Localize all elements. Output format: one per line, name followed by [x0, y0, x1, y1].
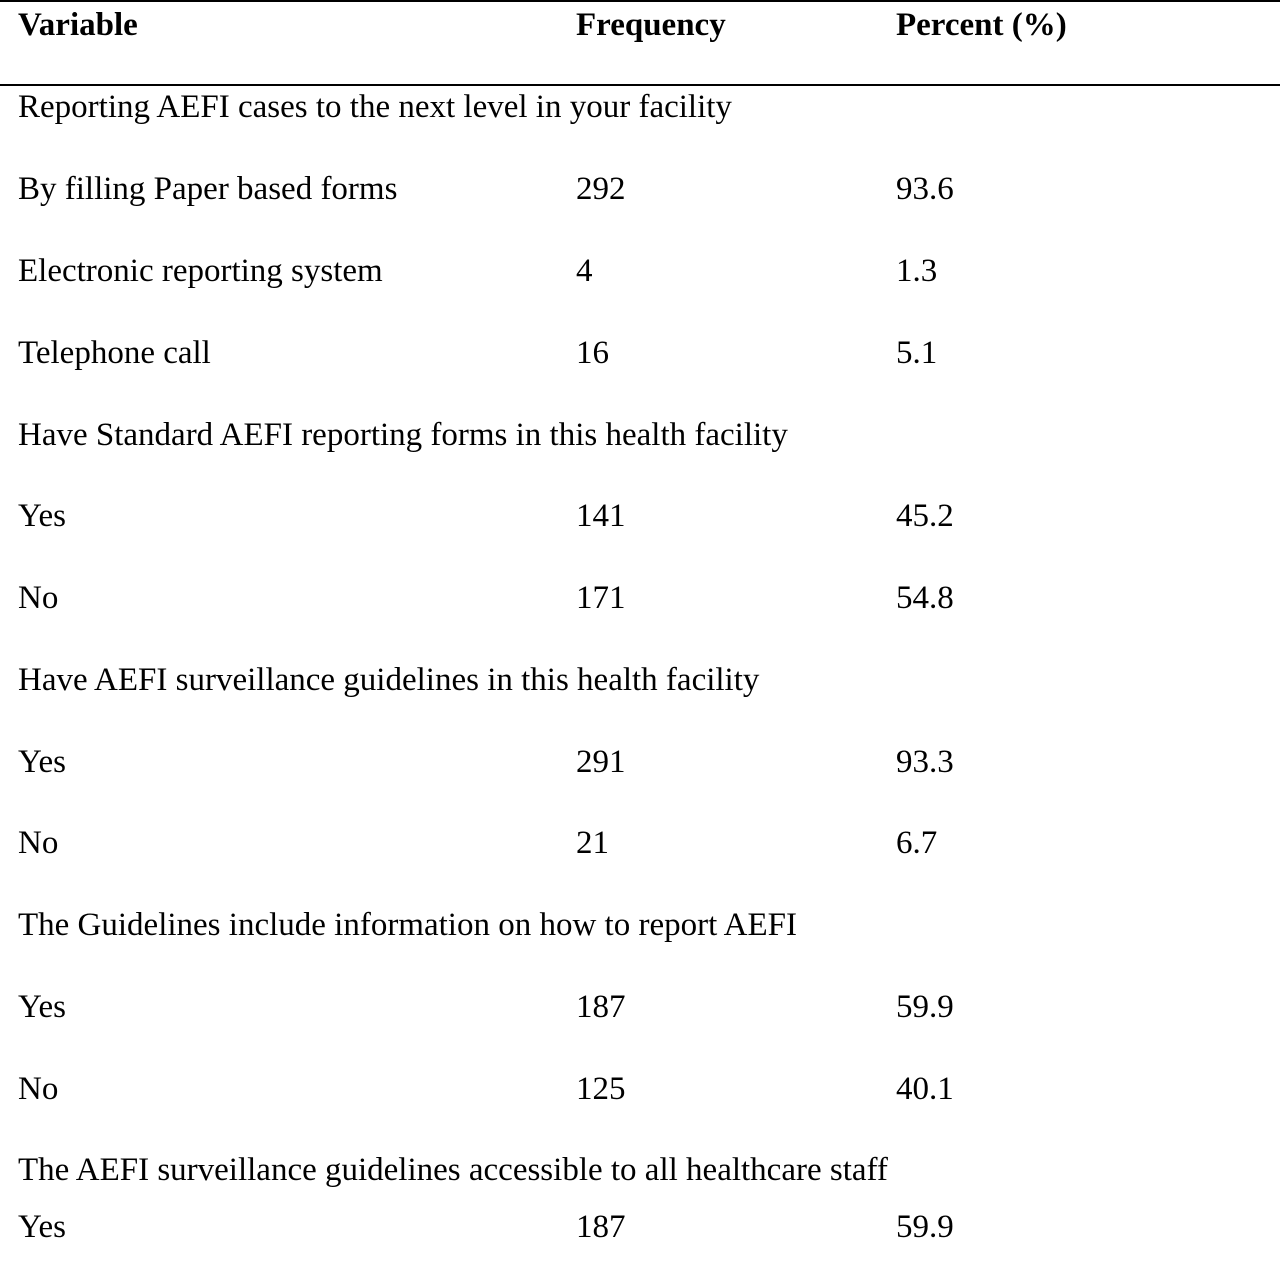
- row-label: By filling Paper based forms: [18, 171, 398, 207]
- row-frequency: 171: [576, 580, 626, 616]
- section-title-row: [0, 900, 1280, 960]
- row-frequency: 292: [576, 171, 626, 207]
- section-title-row: [0, 655, 1280, 715]
- row-percent: 59.9: [896, 989, 954, 1025]
- row-label: Yes: [18, 744, 67, 780]
- row-percent: 59.9: [896, 1209, 954, 1245]
- row-percent: 1.3: [896, 253, 938, 289]
- table-row: [0, 328, 1280, 388]
- section-title: The AEFI surveillance guidelines accessible to all healthcare staff: [18, 1152, 888, 1188]
- row-label: Telephone call: [18, 335, 211, 371]
- table-row: [0, 164, 1280, 224]
- row-frequency: 187: [576, 1209, 626, 1245]
- row-label: No: [18, 580, 59, 616]
- row-percent: 40.1: [896, 1071, 954, 1107]
- header-frequency: Frequency: [576, 7, 726, 43]
- table-row: [0, 573, 1280, 633]
- section-title: Have Standard AEFI reporting forms in this health facility: [18, 417, 788, 453]
- row-frequency: 291: [576, 744, 626, 780]
- row-label: No: [18, 825, 59, 861]
- section-title-row: [0, 1145, 1280, 1205]
- row-label: Yes: [18, 498, 67, 534]
- row-frequency: 187: [576, 989, 626, 1025]
- row-label: Yes: [18, 1209, 67, 1245]
- row-frequency: 4: [576, 253, 593, 289]
- row-frequency: 125: [576, 1071, 626, 1107]
- row-frequency: 16: [576, 335, 609, 371]
- section-title-row: [0, 410, 1280, 470]
- row-label: No: [18, 1071, 59, 1107]
- table-row: [0, 1202, 1280, 1262]
- section-title: Have AEFI surveillance guidelines in this health facility: [18, 662, 760, 698]
- row-percent: 54.8: [896, 580, 954, 616]
- table-row: [0, 818, 1280, 878]
- row-label: Yes: [18, 989, 67, 1025]
- header-percent: Percent (%): [896, 7, 1067, 43]
- section-title: Reporting AEFI cases to the next level in your facility: [18, 89, 732, 125]
- row-percent: 5.1: [896, 335, 938, 371]
- section-title: The Guidelines include information on how to report AEFI: [18, 907, 798, 943]
- row-percent: 93.6: [896, 171, 954, 207]
- row-frequency: 141: [576, 498, 626, 534]
- section-title-row: [0, 82, 1280, 142]
- header-variable: Variable: [18, 7, 138, 43]
- row-percent: 93.3: [896, 744, 954, 780]
- table-row: [0, 246, 1280, 306]
- table-row: [0, 737, 1280, 797]
- row-frequency: 21: [576, 825, 609, 861]
- table-row: [0, 982, 1280, 1042]
- row-percent: 45.2: [896, 498, 954, 534]
- row-label: Electronic reporting system: [18, 253, 383, 289]
- table-row: [0, 1064, 1280, 1124]
- row-percent: 6.7: [896, 825, 938, 861]
- table-row: [0, 491, 1280, 551]
- table-header: [0, 0, 1280, 60]
